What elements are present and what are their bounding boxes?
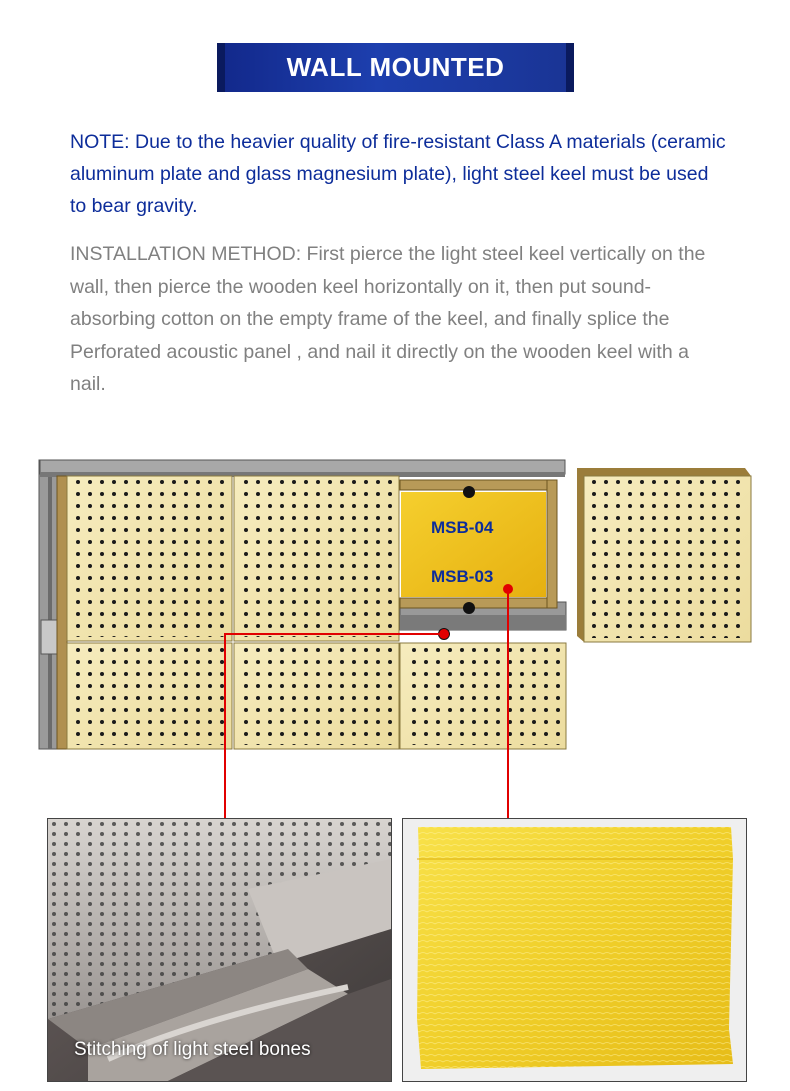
pointer-dot-cotton (503, 584, 513, 594)
panel-perforation (71, 480, 228, 637)
panel-perforation (588, 480, 747, 638)
screw-dot (463, 486, 475, 498)
section-banner (217, 43, 574, 92)
installation-diagram (0, 440, 790, 770)
panel-perforation (71, 647, 228, 745)
label-msb-04: MSB-04 (431, 518, 494, 537)
pointer-dot-steel (439, 629, 449, 639)
cotton-illustration (403, 819, 746, 1081)
banner-left-edge (217, 43, 225, 92)
panel-perforation (238, 480, 395, 637)
screw-dot (463, 602, 475, 614)
note-paragraph: NOTE: Due to the heavier quality of fire-resistant Class A materials (ceramic aluminum plate and glass magnesium plate), light steel keel must be used to bear gravity. (70, 131, 726, 217)
steel-keel-photo (47, 818, 392, 1082)
steel-photo-caption: Stitching of light steel bones (74, 1039, 311, 1060)
panel-perforation (404, 647, 562, 745)
banner-right-edge (566, 43, 574, 92)
banner-title: WALL MOUNTED (286, 52, 505, 82)
label-msb-03: MSB-03 (431, 567, 494, 586)
panel-perforation (238, 647, 395, 745)
cotton-photo (402, 818, 747, 1082)
installation-method-paragraph: INSTALLATION METHOD: First pierce the light steel keel vertically on the wall, then pierce the wooden keel horizontally on it, then put sound-absorbing cotton on the empty frame of the keel, and finally splice the Perforated acoustic panel , and nail it directly on the wooden keel with a nail. (70, 243, 706, 395)
